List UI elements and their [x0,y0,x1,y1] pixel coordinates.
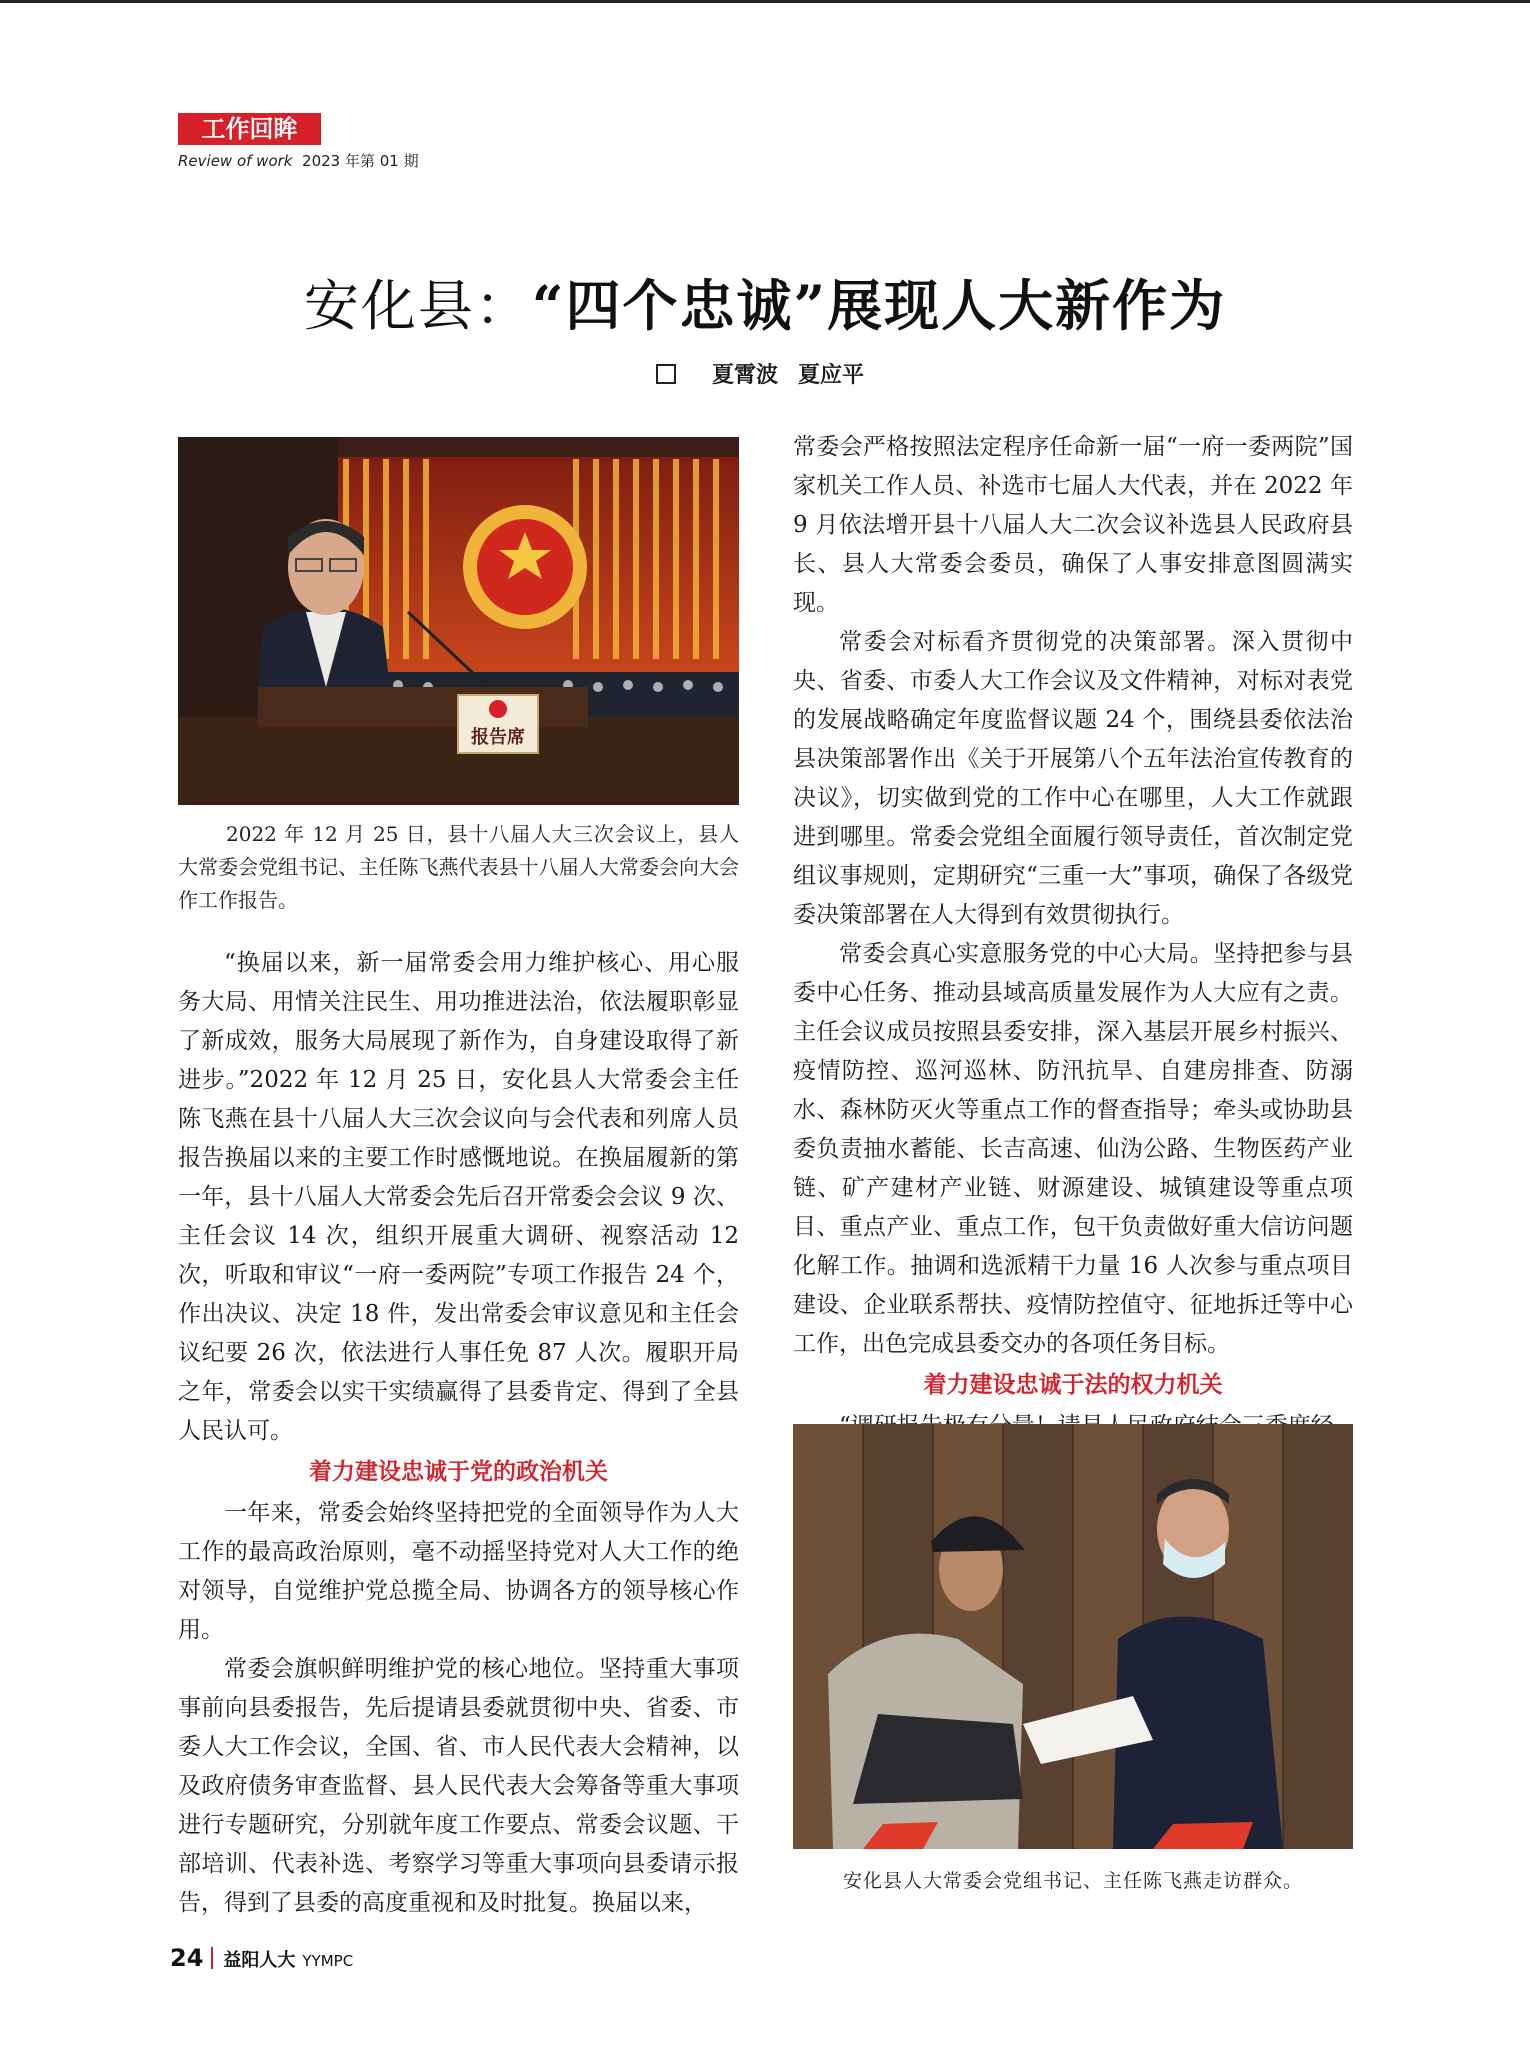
page-footer [170,1944,353,1972]
right-column [793,428,1353,1446]
section-english: Review of work [178,152,293,170]
magazine-code: YYMPC [302,1952,354,1970]
page-number: 24 [170,1944,204,1972]
byline [0,358,1530,389]
paragraph: 常委会对标看齐贯彻党的决策部署。深入贯彻中央、省委、市委人大工作会议及文件精神，对标对表党的发展战略确定年度监督议题 24 个，围绕县委依法治县决策部署作出《关于开展第八个五年法治宣传教育的决议》，切实做到党的工作中心在哪里，人大工作就跟进到哪里。常委会党组全面履行领导责任，首次制定党组议事规则，定期研究“三重一大”事项，确保了各级党委决策部署在人大得到有效贯彻执行。 [793,629,1353,928]
magazine-name: 益阳人大 [223,1950,296,1971]
paragraph: “换届以来，新一届常委会用力维护核心、用心服务大局、用情关注民生、用功推进法治，依法履职彰显了新成效，服务大局展现了新作为，自身建设取得了新进步。”2022 年 12 月 25 日，安化县人大常委会主任陈飞燕在县十八届人大三次会议向与会代表和列席人员报告换届以来的主要工作时感慨地说。在换届履新的第一年，县十八届人大常委会先后召开常委会会议 9 次、主任会议 14 次，组织开展重大调研、视察活动 12 次，听取和审议“一府一委两院”专项工作报告 24 个，作出决议、决定 18 件，发出常委会审议意见和主任会议纪要 26 次，依法进行人事任免 87 人次。履职开局之年，常委会以实干实绩赢得了县委肯定、得到了全县人民认可。 [178,950,739,1444]
issue-number: 2023 年第 01 期 [302,152,419,170]
issue-line [178,150,419,171]
author-name: 夏霄波 [711,363,778,388]
title-main: “四个忠诚”展现人大新作为 [531,273,1227,338]
byline-box-icon [656,364,676,384]
article-title [0,262,1530,341]
author-name: 夏应平 [798,363,865,388]
paragraph: 常委会严格按照法定程序任命新一届“一府一委两院”国家机关工作人员、补选市七届人大代表，并在 2022 年 9 月依法增开县十八届人大二次会议补选县人民政府县长、县人大常委会委员，确保了人事安排意图圆满实现。 [793,434,1353,616]
paragraph: 常委会真心实意服务党的中心大局。坚持把参与县委中心任务、推动县域高质量发展作为人大应有之责。主任会议成员按照县委安排，深入基层开展乡村振兴、疫情防控、巡河巡林、防汛抗旱、自建房排查、防溺水、森林防灭火等重点工作的督查指导；牵头或协助县委负责抽水蓄能、长吉高速、仙沩公路、生物医药产业链、矿产建材产业链、财源建设、城镇建设等重点项目、重点产业、重点工作，包干负责做好重大信访问题化解工作。抽调和选派精干力量 16 人次参与重点项目建设、企业联系帮扶、疫情防控值守、征地拆迁等中心工作，出色完成县委交办的各项任务目标。 [793,941,1353,1357]
left-column [178,944,739,1923]
top-rule [0,0,1530,3]
photo1-caption: 2022 年 12 月 25 日，县十八届人大三次会议上，县人大常委会党组书记、主任陈飞燕代表县十八届人大常委会向大会作工作报告。 [178,822,739,912]
subhead: 着力建设忠诚于党的政治机关 [309,1459,608,1485]
paragraph: 常委会旗帜鲜明维护党的核心地位。坚持重大事项事前向县委报告，先后提请县委就贯彻中央、省委、市委人大工作会议，全国、省、市人民代表大会精神，以及政府债务审查监督、县人民代表大会筹备等重大事项进行专题研究，分别就年度工作要点、常委会议题、干部培训、代表补选、考察学习等重大事项向县委请示报告，得到了县委的高度重视和及时批复。换届以来， [178,1656,739,1916]
photo2-caption: 安化县人大常委会党组书记、主任陈飞燕走访群众。 [842,1870,1303,1892]
photo-speaker-at-podium [178,437,739,805]
footer-divider [211,1947,213,1969]
paragraph: 一年来，常委会始终坚持把党的全面领导作为人大工作的最高政治原则，毫不动摇坚持党对人大工作的绝对领导，自觉维护党总揽全局、协调各方的领导核心作用。 [178,1500,739,1643]
podium-sign-label: 报告席 [471,727,525,748]
subhead: 着力建设忠诚于法的权力机关 [923,1372,1223,1398]
section-tag: 工作回眸 [178,113,321,145]
title-place: 安化县： [303,274,532,338]
photo-visiting-residents [793,1424,1353,1849]
